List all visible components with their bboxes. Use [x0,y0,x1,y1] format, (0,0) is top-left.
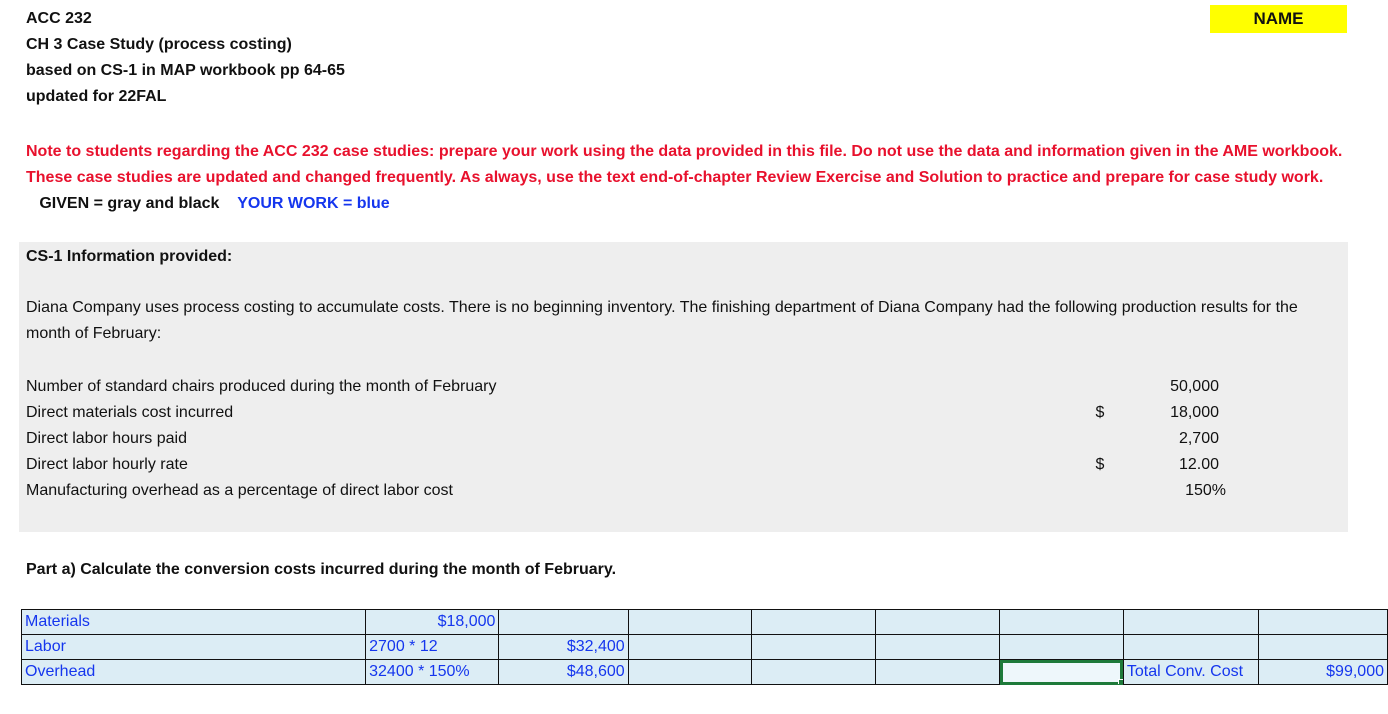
answer-grid [21,609,1388,685]
name-label: NAME [1253,9,1304,28]
grid-cell[interactable] [1123,610,1258,635]
grid-cell[interactable]: Labor [22,635,366,660]
info-value: 12.00 [1178,456,1219,473]
grid-cell[interactable] [1258,610,1387,635]
source-reference: based on CS-1 in MAP workbook pp 64-65 [26,62,345,79]
info-label: Direct labor hourly rate [26,456,188,473]
grid-cell[interactable]: 2700 * 12 [366,635,499,660]
grid-cell[interactable] [752,660,876,685]
grid-cell[interactable]: Overhead [22,660,366,685]
info-label: Number of standard chairs produced during the month of February [26,378,497,395]
information-panel [19,242,1348,532]
name-cell[interactable] [1210,5,1347,33]
information-paragraph: Diana Company uses process costing to accumulate costs. There is no beginning inventory. The finishing department of Diana Company had the following production results for the month of February: [26,299,1298,342]
info-label: Direct labor hours paid [26,430,187,447]
grid-cell[interactable]: 32400 * 150% [366,660,499,685]
info-value: 150% [1185,482,1226,499]
info-row-chairs [26,374,1346,400]
grid-cell[interactable] [1000,610,1124,635]
grid-cell[interactable] [876,635,1000,660]
grid-cell[interactable] [628,660,752,685]
grid-cell[interactable] [1258,635,1387,660]
grid-cell[interactable] [628,610,752,635]
grid-cell[interactable] [752,635,876,660]
grid-cell[interactable]: $48,600 [499,660,628,685]
info-label: Manufacturing overhead as a percentage of direct labor cost [26,482,453,499]
grid-cell[interactable] [1000,635,1124,660]
info-label: Direct materials cost incurred [26,404,234,421]
info-row-materials [26,400,1346,426]
updated-term: updated for 22FAL [26,88,167,105]
note-text: Note to students regarding the ACC 232 case studies: prepare your work using the data provided in this file. Do not use the data and information given in the AME workbook. These case studies are updated and changed frequently. As always, use the text end-of-chapter Review Exercise and Solution to practice and prepare for case study work. [26,143,1343,186]
grid-cell[interactable] [628,635,752,660]
grid-cell[interactable]: Materials [22,610,366,635]
grid-cell[interactable]: $32,400 [499,635,628,660]
info-row-overhead-rate [26,478,1346,504]
given-legend: GIVEN = gray and black [39,195,220,212]
info-row-labor-rate [26,452,1346,478]
grid-cell[interactable] [752,610,876,635]
table-row [22,660,1388,685]
your-work-legend: YOUR WORK = blue [237,195,390,212]
course-code: ACC 232 [26,10,92,27]
case-study-title: CH 3 Case Study (process costing) [26,36,292,53]
selected-cell[interactable] [1000,660,1124,685]
table-row [22,610,1388,635]
info-currency: $ [1095,404,1105,421]
total-value-cell[interactable]: $99,000 [1258,660,1387,685]
grid-cell[interactable] [1123,635,1258,660]
information-title: CS-1 Information provided: [26,248,233,265]
info-row-labor-hours [26,426,1346,452]
info-value: 18,000 [1170,404,1219,421]
part-a-prompt: Part a) Calculate the conversion costs incurred during the month of February. [26,561,617,578]
table-row [22,635,1388,660]
grid-cell[interactable] [499,610,628,635]
student-note [26,139,1346,217]
grid-cell[interactable]: $18,000 [366,610,499,635]
grid-cell[interactable] [876,610,1000,635]
total-label-cell[interactable]: Total Conv. Cost [1123,660,1258,685]
info-value: 50,000 [1170,378,1219,395]
grid-cell[interactable] [876,660,1000,685]
info-currency: $ [1095,456,1105,473]
info-value: 2,700 [1178,430,1219,447]
